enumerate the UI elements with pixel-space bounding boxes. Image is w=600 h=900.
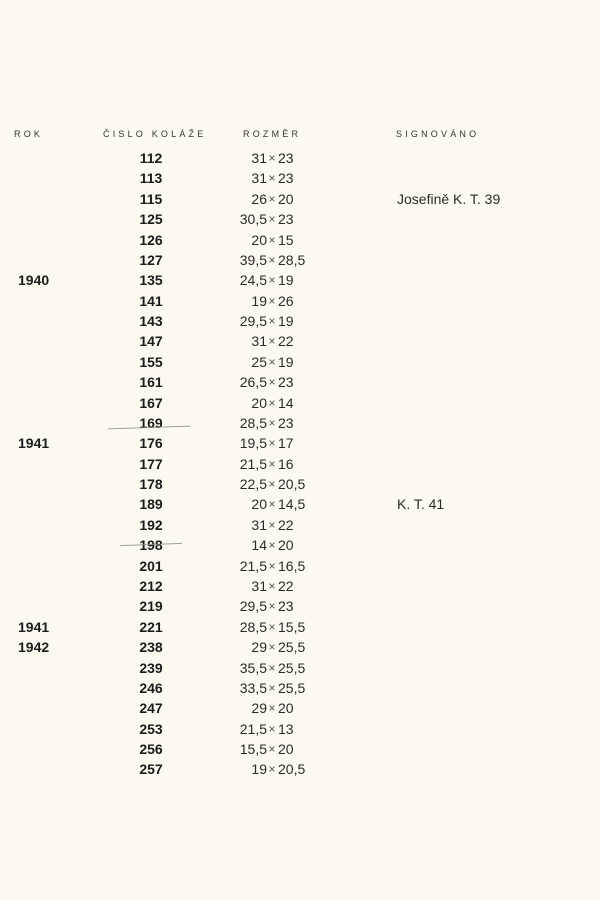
table-row (0, 291, 600, 311)
table-row (0, 474, 600, 494)
size-height-cell: 19 (278, 313, 294, 330)
table-row (0, 413, 600, 433)
table-row (0, 556, 600, 576)
times-sign: × (268, 273, 276, 288)
times-sign: × (268, 293, 276, 308)
times-sign: × (268, 354, 276, 369)
size-height-cell: 20,5 (278, 761, 306, 778)
size-height-cell: 14,5 (278, 496, 306, 513)
table-row (0, 494, 600, 514)
collage-number-cell: 238 (139, 639, 163, 656)
header-year: ROK (14, 129, 44, 139)
size-height-cell: 23 (278, 414, 294, 431)
times-sign: × (268, 395, 276, 410)
collage-number-cell: 212 (139, 577, 163, 594)
table-row (0, 372, 600, 392)
collage-number-cell: 246 (139, 679, 163, 696)
collage-number-cell: 155 (139, 353, 163, 370)
size-height-cell: 20 (278, 537, 294, 554)
size-height-cell: 20 (278, 190, 294, 207)
size-width-cell: 26 (251, 190, 267, 207)
times-sign: × (268, 721, 276, 736)
size-width-cell: 31 (251, 170, 267, 187)
size-height-cell: 15,5 (278, 618, 306, 635)
size-height-cell: 17 (278, 435, 294, 452)
times-sign: × (268, 517, 276, 532)
table-row (0, 617, 600, 637)
size-height-cell: 28,5 (278, 251, 306, 268)
times-sign: × (268, 212, 276, 227)
size-width-cell: 29,5 (239, 598, 267, 615)
collage-number-cell: 161 (139, 374, 163, 391)
table-row (0, 596, 600, 616)
size-width-cell: 31 (251, 150, 267, 166)
times-sign: × (268, 191, 276, 206)
table-row (0, 393, 600, 413)
table-row (0, 576, 600, 596)
size-height-cell: 14 (278, 394, 294, 411)
collage-number-cell: 189 (139, 496, 163, 513)
size-height-cell: 22 (278, 577, 294, 594)
size-width-cell: 19 (251, 761, 267, 778)
collage-number-cell: 167 (139, 394, 163, 411)
size-width-cell: 29,5 (239, 313, 267, 330)
times-sign: × (268, 497, 276, 512)
collage-number-cell: 247 (139, 700, 163, 717)
table-row (0, 209, 600, 229)
size-width-cell: 20 (251, 394, 267, 411)
size-height-cell: 25,5 (278, 639, 306, 656)
collage-number-cell: 127 (139, 251, 163, 268)
size-width-cell: 33,5 (239, 679, 267, 696)
size-width-cell: 24,5 (239, 272, 267, 289)
size-width-cell: 31 (251, 577, 267, 594)
size-width-cell: 30,5 (239, 211, 267, 228)
table-row (0, 352, 600, 372)
collage-number-cell: 253 (139, 720, 163, 737)
collage-number-cell: 177 (139, 455, 163, 472)
table-row (0, 658, 600, 678)
size-height-cell: 25,5 (278, 679, 306, 696)
size-width-cell: 20 (251, 231, 267, 248)
table-row (0, 454, 600, 474)
collage-number-cell: 135 (139, 272, 163, 289)
table-row (0, 637, 600, 657)
size-width-cell: 22,5 (239, 476, 267, 493)
size-width-cell: 29 (251, 700, 267, 717)
size-width-cell: 21,5 (239, 557, 267, 574)
table-row (0, 148, 600, 168)
size-height-cell: 20 (278, 741, 294, 758)
table-row (0, 230, 600, 250)
size-width-cell: 26,5 (239, 374, 267, 391)
collage-number-cell: 115 (139, 190, 163, 207)
collage-number-cell: 201 (139, 557, 163, 574)
times-sign: × (268, 436, 276, 451)
size-height-cell: 19 (278, 353, 294, 370)
size-width-cell: 21,5 (239, 455, 267, 472)
size-height-cell: 20 (278, 700, 294, 717)
collage-number-cell: 125 (139, 211, 163, 228)
size-height-cell: 16 (278, 455, 294, 472)
collage-number-cell: 112 (139, 150, 163, 166)
collage-number-cell: 176 (139, 435, 163, 452)
size-width-cell: 31 (251, 516, 267, 533)
table-row (0, 331, 600, 351)
size-height-cell: 22 (278, 333, 294, 350)
size-width-cell: 39,5 (239, 251, 267, 268)
size-height-cell: 23 (278, 211, 294, 228)
size-height-cell: 19 (278, 272, 294, 289)
header-size: ROZMĚR (243, 129, 302, 139)
collage-number-cell: 221 (139, 618, 163, 635)
size-height-cell: 22 (278, 516, 294, 533)
collage-number-cell: 169 (139, 414, 163, 431)
table-row (0, 535, 600, 555)
size-height-cell: 20,5 (278, 476, 306, 493)
times-sign: × (268, 375, 276, 390)
table-row (0, 168, 600, 188)
size-height-cell: 13 (278, 720, 294, 737)
collage-number-cell: 113 (139, 170, 163, 187)
table-row (0, 719, 600, 739)
times-sign: × (268, 456, 276, 471)
times-sign: × (268, 701, 276, 716)
size-width-cell: 15,5 (239, 741, 267, 758)
size-width-cell: 28,5 (239, 618, 267, 635)
table-row (0, 515, 600, 535)
size-width-cell: 19 (251, 292, 267, 309)
table-row (0, 759, 600, 779)
collage-number-cell: 143 (139, 313, 163, 330)
times-sign: × (268, 314, 276, 329)
size-height-cell: 23 (278, 170, 294, 187)
times-sign: × (268, 578, 276, 593)
size-height-cell: 23 (278, 374, 294, 391)
year-cell: 1941 (18, 618, 50, 635)
table-row (0, 250, 600, 270)
year-cell: 1942 (18, 639, 50, 656)
times-sign: × (268, 151, 276, 165)
size-width-cell: 28,5 (239, 414, 267, 431)
size-width-cell: 25 (251, 353, 267, 370)
collage-number-cell: 198 (139, 537, 163, 554)
signed-cell: Josefině K. T. 39 (397, 190, 501, 207)
times-sign: × (268, 619, 276, 634)
size-width-cell: 14 (251, 537, 267, 554)
collage-number-cell: 147 (139, 333, 163, 350)
collage-number-cell: 192 (139, 516, 163, 533)
header-collage-number: ČISLO KOLÁŽE (103, 129, 207, 139)
times-sign: × (268, 334, 276, 349)
times-sign: × (268, 477, 276, 492)
times-sign: × (268, 599, 276, 614)
size-height-cell: 16,5 (278, 557, 306, 574)
times-sign: × (268, 558, 276, 573)
times-sign: × (268, 640, 276, 655)
size-width-cell: 21,5 (239, 720, 267, 737)
times-sign: × (268, 680, 276, 695)
size-height-cell: 15 (278, 231, 294, 248)
size-width-cell: 31 (251, 333, 267, 350)
table-row (0, 311, 600, 331)
collage-number-cell: 256 (139, 741, 163, 758)
size-height-cell: 26 (278, 292, 294, 309)
size-height-cell: 23 (278, 150, 294, 166)
collage-number-cell: 219 (139, 598, 163, 615)
times-sign: × (268, 762, 276, 777)
collage-number-cell: 141 (139, 292, 163, 309)
year-cell: 1941 (18, 435, 50, 452)
collage-number-cell: 126 (139, 231, 163, 248)
table-row (0, 698, 600, 718)
times-sign: × (268, 660, 276, 675)
size-height-cell: 23 (278, 598, 294, 615)
times-sign: × (268, 538, 276, 553)
size-width-cell: 35,5 (239, 659, 267, 676)
times-sign: × (268, 232, 276, 247)
table-row (0, 270, 600, 290)
table-row (0, 189, 600, 209)
header-signed: SIGNOVÁNO (396, 129, 480, 139)
times-sign: × (268, 415, 276, 430)
year-cell: 1940 (18, 272, 50, 289)
times-sign: × (268, 742, 276, 757)
collage-number-cell: 178 (139, 476, 163, 493)
size-width-cell: 29 (251, 639, 267, 656)
times-sign: × (268, 252, 276, 267)
collage-number-cell: 239 (139, 659, 163, 676)
times-sign: × (268, 171, 276, 186)
size-height-cell: 25,5 (278, 659, 306, 676)
signed-cell: K. T. 41 (397, 496, 445, 513)
collage-number-cell: 257 (139, 761, 163, 778)
size-width-cell: 20 (251, 496, 267, 513)
table-row (0, 433, 600, 453)
table-row (0, 739, 600, 759)
table-row (0, 678, 600, 698)
size-width-cell: 19,5 (239, 435, 267, 452)
